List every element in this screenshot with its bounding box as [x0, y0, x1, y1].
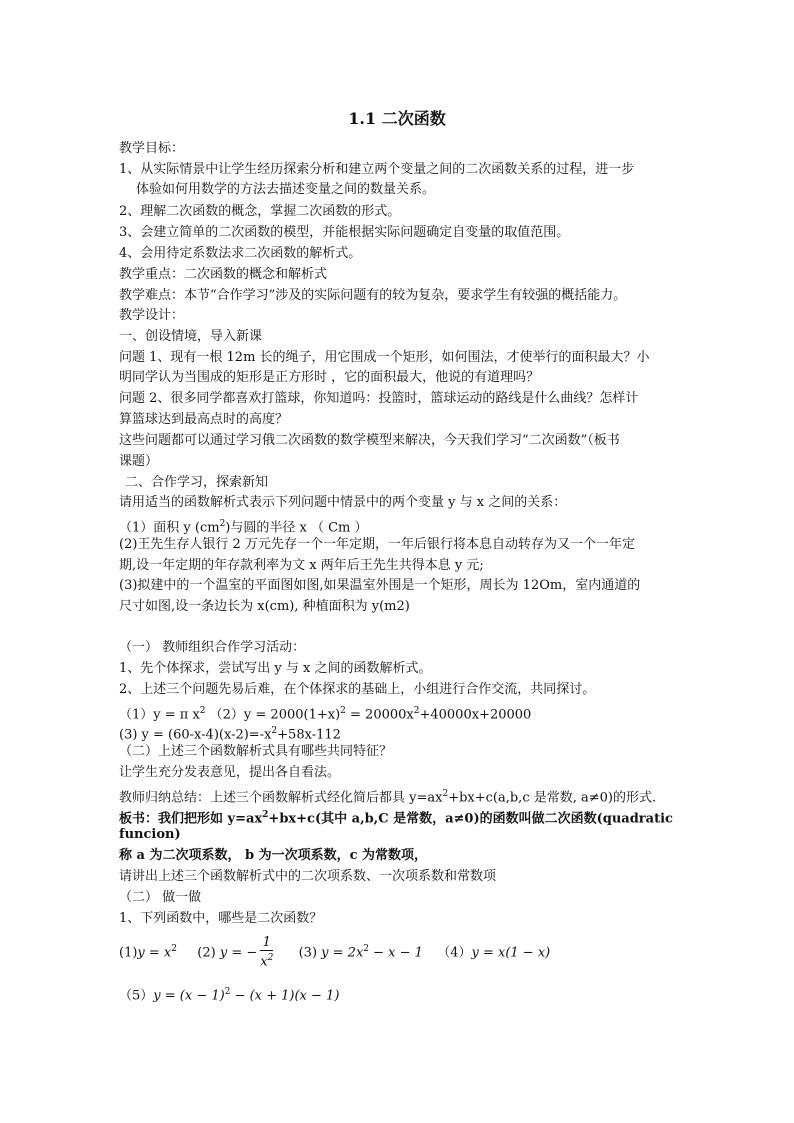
formula-line: （1）y = π $x^2$ $(2)y = 2000(1+x)^2 = 20000x^2+40000x+20000$	[119, 706, 532, 723]
text-line: （二） 做一做	[119, 890, 202, 905]
text-line: 教学重点：二次函数的概念和解析式	[119, 267, 328, 282]
text-line: (2)王先生存人银行 2 万元先存一个一年定期，一年后银行将本息自动转存为又一个一年定	[119, 537, 635, 552]
text-line: （二）上述三个函数解析式具有哪些共同特征？	[119, 744, 393, 759]
text-line: 教学目标：	[119, 141, 185, 156]
section-heading: 二、合作学习，探索新知	[125, 475, 269, 490]
text-line: (3)拟建中的一个温室的平面图如图,如果温室外围是一个矩形，周长为 12Om，室内通道的	[119, 578, 641, 593]
text-line: 请讲出上述三个函数解析式中的二次项系数、一次项系数和常数项	[119, 869, 497, 884]
text-line: 1、先个体探求，尝试写出 y 与 x 之间的函数解析式。	[119, 661, 432, 676]
page-title: 1.1 二次函数	[348, 109, 446, 128]
text-line: 称 a 为二次项系数， b 为一次项系数，c 为常数项，	[119, 848, 428, 863]
text-line: 板书：我们把形如 $y=ax^2+bx+c$(其中 a,b,C 是常数，a≠0)的函数叫做二次函数(quadratic	[119, 810, 673, 827]
text-line: 课题）	[119, 454, 159, 469]
exercise-line: $(5)y = (x - 1)^2 - (x + 1)(x - 1)$	[119, 987, 340, 1004]
text-line: 1、下列函数中，哪些是二次函数？	[119, 911, 323, 926]
text-line: 教师归纳总结：上述三个函数解析式经化简后都具 $y=ax^2+bx+c(a,b,c$ 是常数, a≠0)的形式.	[119, 789, 657, 806]
text-line: 2、上述三个问题先易后难，在个体探求的基础上，小组进行合作交流，共同探讨。	[119, 682, 596, 697]
text-line: 教学难点：本节“合作学习”涉及的实际问题有的较为复杂，要求学生有较强的概括能力。	[119, 288, 627, 303]
text-line: 问题 1、现有一根 12m 长的绳子，用它围成一个矩形，如何围法，才使举行的面积最大？小	[119, 350, 650, 365]
text-line: 期,设一年定期的年存款利率为文 x 两年后王先生共得本息 y 元;	[119, 558, 484, 573]
section-heading: 一、创设情境，导入新课	[119, 329, 263, 344]
text-line: 明同学认为当围成的矩形是正方形时 ，它的面积最大，他说的有道理吗？	[119, 370, 540, 385]
text-line: （1）面积 y $(cm^2)$与圆的半径 x （ Cm ）	[119, 519, 368, 536]
text-line: 体验如何用数学的方法去描述变量之间的数量关系。	[136, 182, 436, 197]
exercise-line: $(1)y = x^2$ (2) y = − $\frac{1}{x^2}$ (3) $y = 2x^2 - x - 1$ （4）y = x(1 − x)	[119, 935, 551, 970]
text-line: funcion)	[119, 827, 181, 842]
formula-line: (3) $y = (60-x-4)(x-2)=-x^2+58x-112$	[119, 726, 341, 743]
text-line: 算篮球达到最高点时的高度？	[119, 412, 289, 427]
text-line: 这些问题都可以通过学习俄二次函数的数学模型来解决，今天我们学习“二次函数”（板书	[119, 433, 620, 448]
text-line: 2、理解二次函数的概念，掌握二次函数的形式。	[119, 204, 401, 219]
text-line: 让学生充分发表意见，提出各自看法。	[119, 765, 341, 780]
text-line: 教学设计：	[119, 308, 185, 323]
fraction: $\frac{1}{x^2}$	[260, 935, 274, 970]
text-line: 3、会建立简单的二次函数的模型，并能根据实际问题确定自变量的取值范围。	[119, 225, 570, 240]
text-line: 问题 2、很多同学都喜欢打篮球，你知道吗：投篮时，篮球运动的路线是什么曲线？怎样计	[119, 391, 639, 406]
text-line: 1、从实际情景中让学生经历探索分析和建立两个变量之间的二次函数关系的过程，进一步	[119, 162, 635, 177]
text-line: （一） 教师组织合作学习活动：	[119, 640, 306, 655]
text-line: 4、会用待定系数法求二次函数的解析式。	[119, 246, 362, 261]
text-line: 尺寸如图,设一条边长为 x(cm), 种植面积为 y(m2)	[119, 599, 410, 614]
text-line: 请用适当的函数解析式表示下列问题中情景中的两个变量 y 与 x 之间的关系：	[119, 495, 567, 510]
